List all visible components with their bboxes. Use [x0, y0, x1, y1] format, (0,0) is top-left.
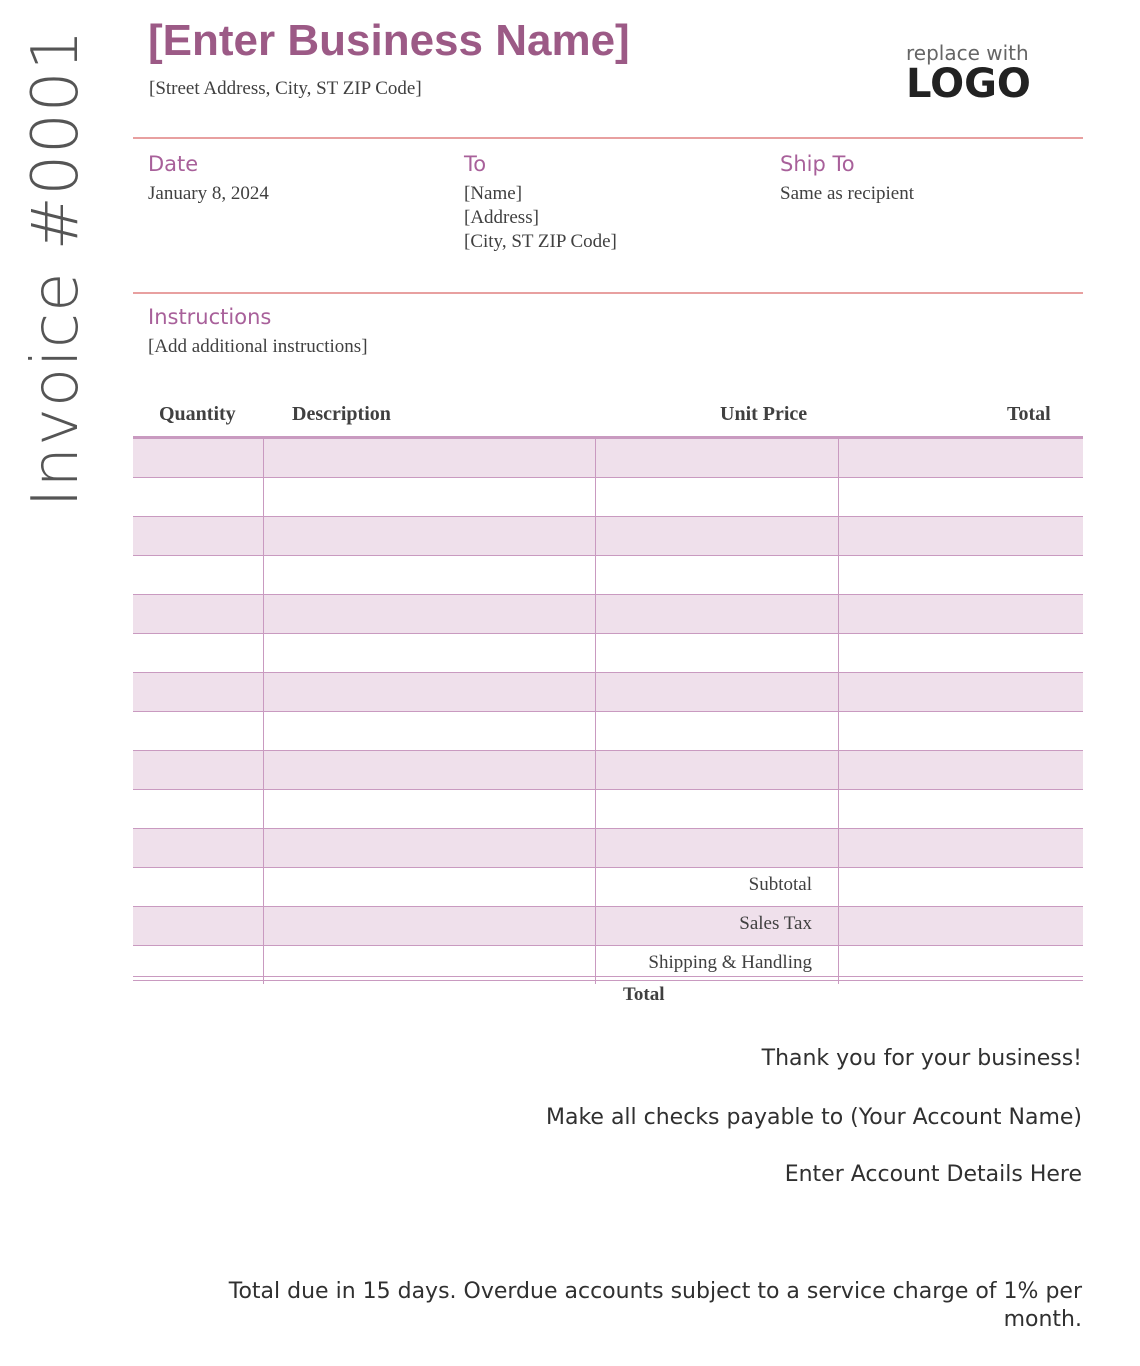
- instructions-value[interactable]: [Add additional instructions]: [148, 336, 368, 357]
- line-total-cell[interactable]: [839, 595, 1083, 633]
- empty-cell: [133, 907, 264, 945]
- quantity-cell[interactable]: [133, 478, 264, 516]
- description-cell[interactable]: [264, 634, 596, 672]
- unit-price-cell[interactable]: [596, 556, 839, 594]
- unit-price-cell[interactable]: [596, 829, 839, 867]
- thank-you-note: Thank you for your business!: [761, 1046, 1082, 1071]
- quantity-cell[interactable]: [133, 829, 264, 867]
- line-total-cell[interactable]: [839, 751, 1083, 789]
- subtotal-row: [133, 868, 1083, 907]
- header-description: Description: [292, 403, 391, 425]
- description-cell[interactable]: [264, 751, 596, 789]
- table-row: [133, 595, 1083, 634]
- line-total-cell[interactable]: [839, 829, 1083, 867]
- quantity-cell[interactable]: [133, 556, 264, 594]
- table-row: [133, 517, 1083, 556]
- description-cell[interactable]: [264, 712, 596, 750]
- line-total-cell[interactable]: [839, 634, 1083, 672]
- table-row: [133, 829, 1083, 868]
- sales-tax-value[interactable]: [839, 907, 1083, 945]
- header-quantity: Quantity: [159, 403, 236, 425]
- to-city[interactable]: [City, ST ZIP Code]: [464, 231, 617, 252]
- to-name[interactable]: [Name]: [464, 183, 523, 204]
- logo-big-text: LOGO: [906, 61, 1031, 107]
- ship-to-section: [780, 152, 1080, 206]
- table-row: [133, 478, 1083, 517]
- empty-cell: [133, 868, 264, 906]
- line-total-cell[interactable]: [839, 673, 1083, 711]
- to-section: [464, 152, 764, 254]
- quantity-cell[interactable]: [133, 673, 264, 711]
- unit-price-cell[interactable]: [596, 751, 839, 789]
- quantity-cell[interactable]: [133, 751, 264, 789]
- table-row: [133, 751, 1083, 790]
- table-row: [133, 439, 1083, 478]
- table-double-rule: [133, 976, 1083, 981]
- line-total-cell[interactable]: [839, 478, 1083, 516]
- account-details[interactable]: Enter Account Details Here: [784, 1162, 1082, 1187]
- description-cell[interactable]: [264, 829, 596, 867]
- unit-price-cell[interactable]: [596, 634, 839, 672]
- empty-cell: [264, 868, 596, 906]
- quantity-cell[interactable]: [133, 517, 264, 555]
- ship-to-value[interactable]: Same as recipient: [780, 183, 915, 204]
- header-total: Total: [1007, 403, 1051, 425]
- invoice-number: Invoice #0001: [19, 28, 93, 508]
- subtotal-value[interactable]: [839, 868, 1083, 906]
- quantity-cell[interactable]: [133, 439, 264, 477]
- line-total-cell[interactable]: [839, 556, 1083, 594]
- description-cell[interactable]: [264, 790, 596, 828]
- quantity-cell[interactable]: [133, 790, 264, 828]
- sales-tax-label: Sales Tax: [739, 913, 812, 934]
- description-cell[interactable]: [264, 517, 596, 555]
- empty-cell: [264, 907, 596, 945]
- info-divider: [133, 292, 1083, 294]
- subtotal-label-cell: [596, 868, 839, 906]
- unit-price-cell[interactable]: [596, 478, 839, 516]
- quantity-cell[interactable]: [133, 595, 264, 633]
- date-label: Date: [148, 152, 199, 176]
- sales-tax-row: [133, 907, 1083, 946]
- header-unit-price: Unit Price: [720, 403, 808, 425]
- line-total-cell[interactable]: [839, 439, 1083, 477]
- unit-price-cell[interactable]: [596, 595, 839, 633]
- unit-price-cell[interactable]: [596, 790, 839, 828]
- grand-total-label: Total: [623, 984, 665, 1005]
- quantity-cell[interactable]: [133, 712, 264, 750]
- instructions-label: Instructions: [148, 305, 272, 329]
- description-cell[interactable]: [264, 478, 596, 516]
- date-section: [148, 152, 448, 206]
- table-row: [133, 712, 1083, 751]
- instructions-section: [148, 305, 368, 359]
- to-address[interactable]: [Address]: [464, 207, 539, 228]
- unit-price-cell[interactable]: [596, 439, 839, 477]
- table-row: [133, 556, 1083, 595]
- sales-tax-label-cell: [596, 907, 839, 945]
- table-row: [133, 673, 1083, 712]
- table-row: [133, 634, 1083, 673]
- business-address[interactable]: [Street Address, City, ST ZIP Code]: [149, 78, 422, 99]
- description-cell[interactable]: [264, 673, 596, 711]
- line-total-cell[interactable]: [839, 517, 1083, 555]
- line-total-cell[interactable]: [839, 790, 1083, 828]
- line-total-cell[interactable]: [839, 712, 1083, 750]
- line-items-table: [133, 436, 1083, 984]
- unit-price-cell[interactable]: [596, 712, 839, 750]
- ship-to-label: Ship To: [780, 152, 855, 176]
- logo-placeholder: [906, 41, 1036, 107]
- quantity-cell[interactable]: [133, 634, 264, 672]
- to-label: To: [464, 152, 487, 176]
- logo-small-text: replace with: [906, 41, 1029, 65]
- description-cell[interactable]: [264, 595, 596, 633]
- unit-price-cell[interactable]: [596, 517, 839, 555]
- date-value[interactable]: January 8, 2024: [148, 183, 269, 204]
- description-cell[interactable]: [264, 439, 596, 477]
- payment-terms: Total due in 15 days. Overdue accounts subject to a service charge of 1% per month.: [228, 1279, 1082, 1332]
- checks-payable-note[interactable]: Make all checks payable to (Your Account Name): [546, 1105, 1082, 1130]
- business-name[interactable]: [Enter Business Name]: [148, 16, 630, 65]
- description-cell[interactable]: [264, 556, 596, 594]
- unit-price-cell[interactable]: [596, 673, 839, 711]
- subtotal-label: Subtotal: [748, 874, 812, 895]
- table-row: [133, 790, 1083, 829]
- header-divider: [133, 137, 1083, 139]
- shipping-label: Shipping & Handling: [648, 952, 812, 973]
